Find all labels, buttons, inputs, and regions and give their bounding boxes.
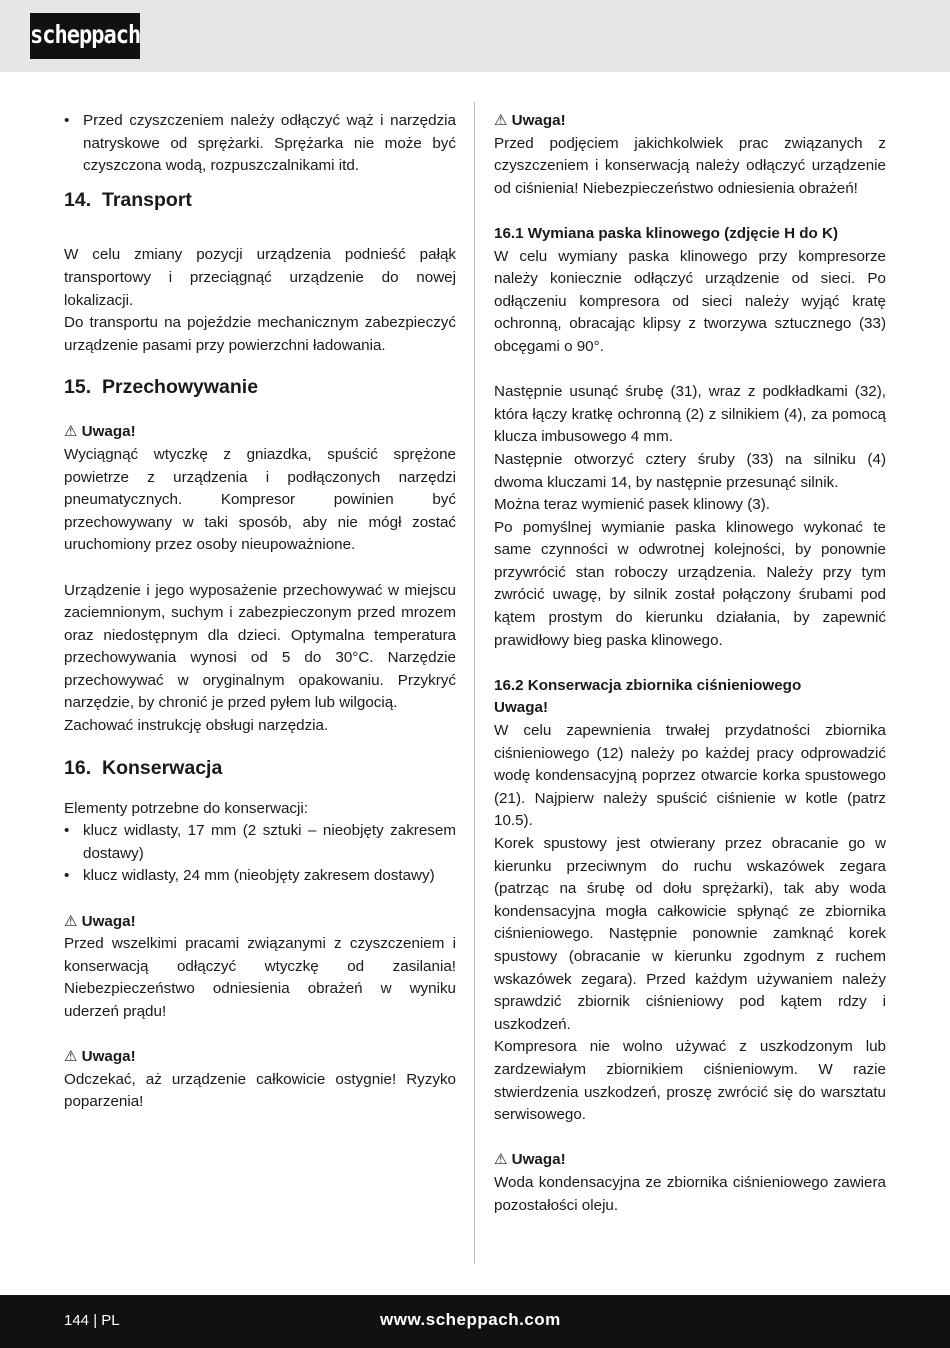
section-heading-15: 15. Przechowywanie <box>64 376 259 399</box>
paragraph: W celu wymiany paska klinowego przy kompresorze należy koniecznie odłączyć urządzenie od sieci. Po odłączeniu kompresora od sieci należy wyjąć kratę ochronną, obracając klipsy z tworzywa sztucznego (33) obcęgami o 90°. <box>494 247 886 355</box>
warning-icon: ⚠ <box>64 1048 78 1066</box>
list-item <box>64 110 456 178</box>
paragraph: Następnie otworzyć cztery śruby (33) na silniku (4) dwoma kluczami 14, by następnie przesunąć silnik. <box>494 450 886 491</box>
website-link[interactable]: www.scheppach.com <box>380 1310 561 1329</box>
warning-icon: ⚠ <box>494 112 508 129</box>
scheppach-logo: scheppach <box>30 13 140 59</box>
paragraph: W celu zapewnienia trwałej przydatności zbiornika ciśnieniowego (12) należy po każdej pracy odprowadzić wodę kondensacyjną poprzez otwarcie korka spustowego (21). Najpierw należy spuścić ciśnienie w kotle (patrz 10.5). <box>494 722 886 830</box>
bullet-icon: • <box>64 112 70 129</box>
section-heading-16: 16. Konserwacja <box>64 756 223 779</box>
page-footer <box>0 1295 950 1348</box>
warning-label: ⚠ Uwaga! <box>494 1151 566 1169</box>
paragraph: Można teraz wymienić pasek klinowy (3). <box>494 496 771 514</box>
subsection-heading-16-1: 16.1 Wymiana paska klinowego (zdjęcie H do K) <box>494 224 839 242</box>
right-column <box>494 110 886 1217</box>
paragraph: Do transportu na pojeździe mechanicznym zabezpieczyć urządzenie pasami przy powierzchni ładowania. <box>64 314 456 354</box>
paragraph: Odczekać, aż urządzenie całkowicie ostygnie! Ryzyko poparzenia! <box>64 1070 456 1111</box>
paragraph: Zachować instrukcję obsługi narzędzia. <box>64 717 329 735</box>
paragraph: Po pomyślnej wymianie paska klinowego wykonać te same czynności w odwrotnej kolejności, by ponownie przywrócić stan roboczy urządzenia. Należy przy tym zwrócić uwagę, by silnik został połączony śrubami pod kątem prostym do kierunku działania, by zapewnić prawidłowy bieg paska klinowego. <box>494 518 886 649</box>
list-item-text: Przed czyszczeniem należy odłączyć wąż i narzędzia natryskowe od sprężarki. Sprężarka nie może być czyszczona wodą, rozpuszczalnikami itd. <box>83 112 456 175</box>
list-item-text: klucz widlasty, 17 mm (2 sztuki – nieobjęty zakresem dostawy) <box>83 822 456 862</box>
page-header <box>0 0 950 72</box>
paragraph: W celu zmiany pozycji urządzenia podnieść pałąk transportowy i przeciągnąć urządzenie do nowej lokalizacji. <box>64 246 456 309</box>
paragraph: Wyciągnąć wtyczkę z gniazdka, spuścić sprężone powietrze z urządzenia i podłączonych narzędzi pneumatycznych. Kompresor powinien być przechowywany w taki sposób, aby nie mógł zostać uruchomiony przez osoby nieupoważnione. <box>64 445 456 554</box>
list-item <box>64 865 456 888</box>
paragraph: Korek spustowy jest otwierany przez obracanie go w kierunku przeciwnym do ruchu wskazówek zegara (patrząc na śrubę od dołu sprężarki), tak aby woda kondensacyjna mogła całkowicie spłynąć ze zbiornika ciśnieniowego. Następnie ponownie zamknąć korek spustowy (obracanie w kierunku zgodnym z ruchem wskazówek zegara). Przed każdym używaniem należy sprawdzić zbiornik ciśnieniowy pod kątem rdzy i uszkodzeń. <box>494 835 886 1033</box>
paragraph: Przed wszelkimi pracami związanymi z czyszczeniem i konserwacją odłączyć wtyczkę od zasilania! Niebezpieczeństwo odniesienia obrażeń w wyniku uderzeń prądu! <box>64 935 456 1020</box>
section-heading-14: 14. Transport <box>64 188 192 211</box>
bullet-icon: • <box>64 822 70 840</box>
warning-label: Uwaga! <box>494 699 549 717</box>
list-item-text: klucz widlasty, 24 mm (nieobjęty zakresem dostawy) <box>83 867 435 885</box>
paragraph: Woda kondensacyjna ze zbiornika ciśnieniowego zawiera pozostałości oleju. <box>494 1173 886 1214</box>
warning-icon: ⚠ <box>64 423 78 441</box>
paragraph: Następnie usunąć śrubę (31), wraz z podkładkami (32), która łączy kratkę ochronną (2) z silnikiem (4), za pomocą klucza imbusowego 4 mm. <box>494 383 886 446</box>
column-divider <box>474 102 475 1264</box>
subsection-heading-16-2: 16.2 Konserwacja zbiornika ciśnieniowego <box>494 676 802 694</box>
warning-label: ⚠ Uwaga! <box>64 423 136 441</box>
paragraph: Elementy potrzebne do konserwacji: <box>64 799 308 817</box>
left-column <box>64 110 456 1114</box>
paragraph: Kompresora nie wolno używać z uszkodzonym lub zardzewiałym zbiornikiem ciśnieniowym. W razie stwierdzenia uszkodzeń, proszę zwrócić się do warsztatu serwisowego. <box>494 1038 886 1124</box>
list-item <box>64 820 456 865</box>
warning-label: ⚠ Uwaga! <box>64 912 136 930</box>
warning-icon: ⚠ <box>64 912 78 930</box>
page-number: 144 | PL <box>64 1312 120 1329</box>
warning-icon: ⚠ <box>494 1151 508 1169</box>
paragraph: Przed podjęciem jakichkolwiek prac związanych z czyszczeniem i konserwacją należy odłączyć urządzenie od ciśnienia! Niebezpieczeństwo odniesienia obrażeń! <box>494 134 886 197</box>
warning-label: ⚠ Uwaga! <box>64 1048 136 1066</box>
paragraph: Urządzenie i jego wyposażenie przechowywać w miejscu zaciemnionym, suchym i zabezpieczonym przed mrozem oraz niedostępnym dla dzieci. Optymalna temperatura przechowywania wynosi od 5 do 30°C. Narzędzie przechowywać w oryginalnym opakowaniu. Przykryć narzędzie, by chronić je przed pyłem lub wilgocią. <box>64 581 456 712</box>
bullet-icon: • <box>64 867 70 885</box>
warning-label: ⚠ Uwaga! <box>494 112 566 129</box>
